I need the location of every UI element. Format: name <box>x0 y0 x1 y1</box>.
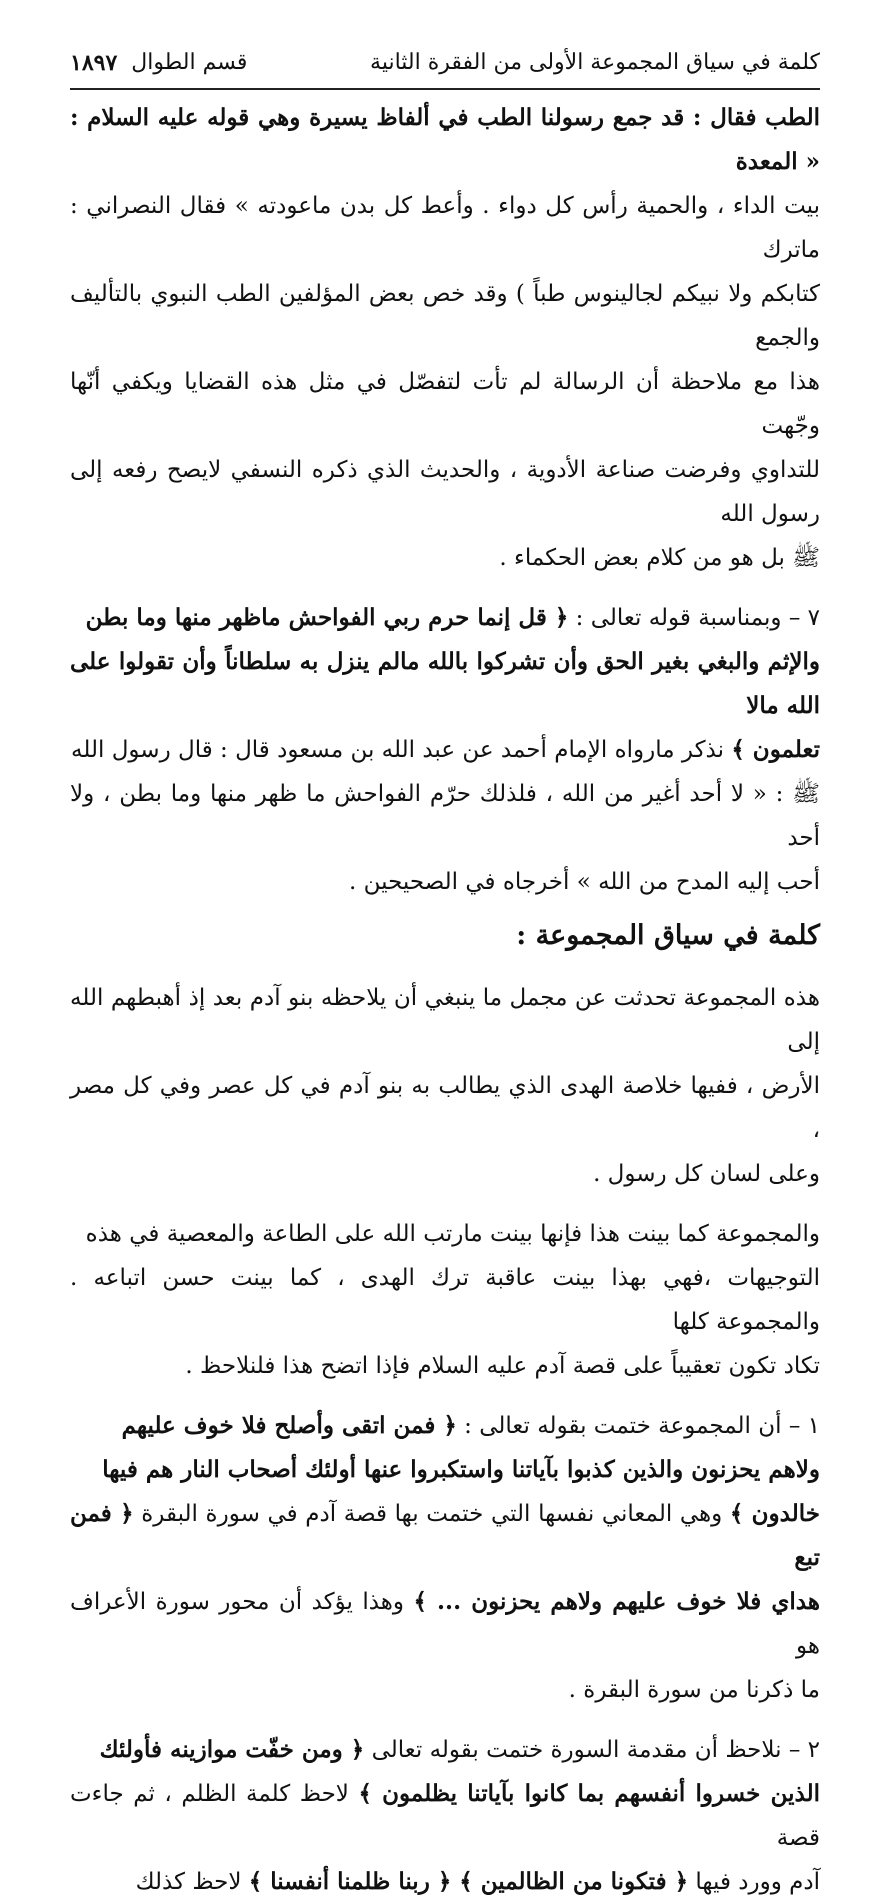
text-line: خالدون ﴾ وهي المعاني نفسها التي ختمت بها قصة آدم في سورة البقرة ﴿ فمن تبع <box>70 1500 820 1571</box>
text-line: ٢ – نلاحظ أن مقدمة السورة ختمت بقوله تعالى ﴿ ومن خفّت موازينه فأولئك <box>99 1736 820 1763</box>
text-line: تعلمون ﴾ نذكر مارواه الإمام أحمد عن عبد الله بن مسعود قال : قال رسول الله <box>71 736 820 763</box>
text-line: ما ذكرنا من سورة البقرة . <box>568 1677 820 1703</box>
paragraph-6 <box>70 1728 820 1904</box>
paragraph-5 <box>70 1404 820 1712</box>
document-page <box>70 50 820 1904</box>
text-line: الذين خسروا أنفسهم بما كانوا بآياتنا يظلمون ﴾ لاحظ كلمة الظلم ، ثم جاءت قصة <box>70 1780 820 1851</box>
text-line: ﷺ بل هو من كلام بعض الحكماء . <box>499 545 820 571</box>
text-line: هذا مع ملاحظة أن الرسالة لم تأت لتفصّل في مثل هذه القضايا ويكفي أنّها وجّهت <box>70 369 820 439</box>
text-line: والإثم والبغي بغير الحق وأن تشركوا بالله مالم ينزل به سلطاناً وأن تقولوا على الله مالا <box>70 648 820 719</box>
section-name: قسم الطوال <box>131 50 248 75</box>
header-left <box>70 50 247 76</box>
text-line: الأرض ، ففيها خلاصة الهدى الذي يطالب به بنو آدم في كل عصر وفي كل مصر ، <box>70 1073 820 1143</box>
text-line: ولاهم يحزنون والذين كذبوا بآياتنا واستكبروا عنها أولئك أصحاب النار هم فيها <box>102 1456 820 1483</box>
paragraph-4 <box>70 1212 820 1388</box>
paragraph-1 <box>70 96 820 580</box>
text-line: هذه المجموعة تحدثت عن مجمل ما ينبغي أن يلاحظه بنو آدم بعد إذ أهبطهم الله إلى <box>70 985 820 1055</box>
text-line: بيت الداء ، والحمية رأس كل دواء . وأعط كل بدن ماعودته » فقال النصراني : ماترك <box>70 193 820 263</box>
text-line: ﷺ : « لا أحد أغير من الله ، فلذلك حرّم الفواحش ما ظهر منها وما بطن ، ولا أحد <box>70 781 820 851</box>
page-header <box>70 50 820 90</box>
text-line: آدم وورد فيها ﴿ فتكونا من الظالمين ﴾ ﴿ ربنا ظلمنا أنفسنا ﴾ لاحظ كذلك <box>135 1868 820 1895</box>
text-line: أحب إليه المدح من الله » أخرجاه في الصحيحين . <box>349 869 820 895</box>
text-line: هداي فلا خوف عليهم ولاهم يحزنون ... ﴾ وهذا يؤكد أن محور سورة الأعراف هو <box>70 1588 820 1659</box>
page-number: ١٨٩٧ <box>70 50 118 76</box>
paragraph-2 <box>70 596 820 904</box>
text-line: الطب فقال : قد جمع رسولنا الطب في ألفاظ يسيرة وهي قوله عليه السلام : « المعدة <box>70 104 820 175</box>
text-line: والمجموعة كما بينت هذا فإنها بينت مارتب الله على الطاعة والمعصية في هذه <box>85 1221 820 1247</box>
text-line: وعلى لسان كل رسول . <box>593 1161 820 1187</box>
page-body <box>70 96 820 1904</box>
text-line: كتابكم ولا نبيكم لجالينوس طباً ) وقد خص بعض المؤلفين الطب النبوي بالتأليف والجمع <box>70 281 820 351</box>
section-heading: كلمة في سياق المجموعة : <box>516 920 820 951</box>
text-line: التوجيهات ،فهي بهذا بينت عاقبة ترك الهدى ، كما بينت حسن اتباعه . والمجموعة كلها <box>70 1265 820 1335</box>
text-line: ١ – أن المجموعة ختمت بقوله تعالى : ﴿ فمن اتقى وأصلح فلا خوف عليهم <box>121 1412 820 1439</box>
text-line: ٧ – وبمناسبة قوله تعالى : ﴿ قل إنما حرم ربي الفواحش ماظهر منها وما بطن <box>85 604 820 631</box>
paragraph-3 <box>70 976 820 1196</box>
text-line: للتداوي وفرضت صناعة الأدوية ، والحديث الذي ذكره النسفي لايصح رفعه إلى رسول الله <box>70 457 820 527</box>
text-line: تكاد تكون تعقيباً على قصة آدم عليه السلام فإذا اتضح هذا فلنلاحظ . <box>185 1353 820 1379</box>
running-title: كلمة في سياق المجموعة الأولى من الفقرة الثانية <box>370 50 820 75</box>
